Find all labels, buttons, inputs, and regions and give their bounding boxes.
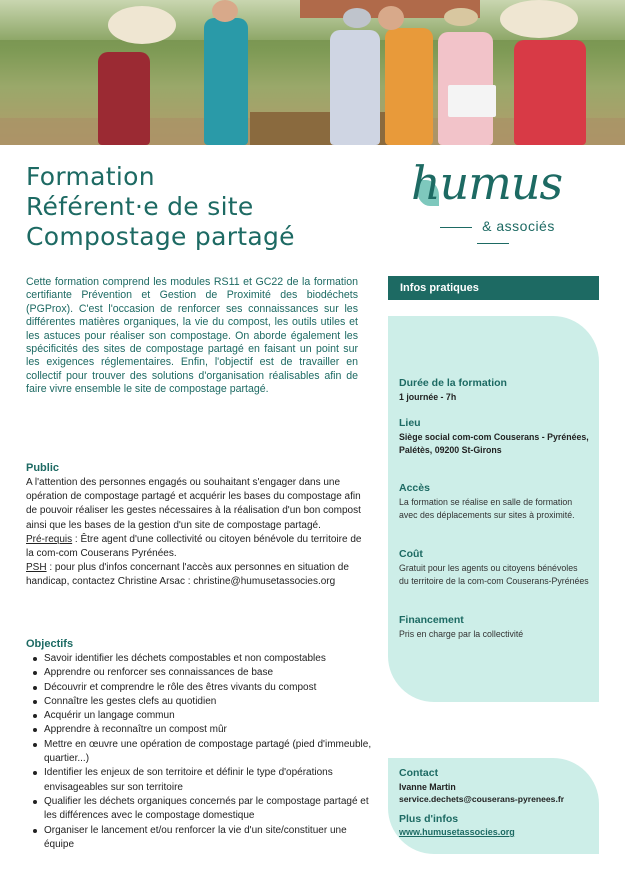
contact-block — [399, 767, 599, 837]
cout-value: Gratuit pour les agents ou citoyens bénévoles du territoire de la com-com Couserans-Pyrénées — [399, 563, 589, 586]
title-line-3: Compostage partagé — [26, 222, 295, 251]
duree-label: Durée de la formation — [399, 377, 507, 389]
lieu-label: Lieu — [399, 417, 421, 429]
list-item: Savoir identifier les déchets compostables et non compostables — [30, 652, 375, 666]
cout-label: Coût — [399, 548, 423, 560]
list-item: Acquérir un langage commun — [30, 709, 375, 723]
hero-photo — [0, 0, 625, 145]
contact-label: Contact — [399, 767, 439, 779]
logo-word: humus — [411, 156, 563, 210]
list-item: Découvrir et comprendre le rôle des êtres vivants du compost — [30, 681, 375, 695]
title-line-2: Référent·e de site — [26, 192, 254, 221]
more-info-label: Plus d'infos — [399, 813, 459, 825]
list-item: Identifier les enjeux de son territoire et définir le type d'opérations envisageables sur son territoire — [30, 766, 375, 795]
list-item: Organiser le lancement et/ou renforcer la vie d'un site/constituer une équipe — [30, 824, 375, 853]
psh-label: PSH — [26, 562, 47, 574]
contact-name: Ivanne Martin — [399, 782, 456, 792]
psh-text: : pour plus d'infos concernant l'accès aux personnes en situation de handicap, contactez Christine Arsac : christine@humusetassocies.org — [26, 562, 349, 588]
financement-label: Financement — [399, 614, 464, 626]
prereq-text: : Être agent d'une collectivité ou citoyen bénévole du territoire de la com-com Couserans Pyrénées. — [26, 533, 362, 560]
title-line-1: Formation — [26, 162, 155, 191]
humus-logo — [405, 152, 580, 242]
acces-value: La formation se réalise en salle de formation avec des déplacements sur sites à proximité. — [399, 497, 575, 520]
objectives-heading: Objectifs — [26, 638, 74, 650]
infos-header: Infos pratiques — [388, 276, 599, 300]
public-text: A l'attention des personnes engagés ou souhaitant s'engager dans une opération de compostage partagé et acquérir les bases du compostage afin de pouvoir réaliser les gestes nécessaires à la réalisation d'un bon compost ainsi que les bases de la gestion d'un site de compostage partagé. — [26, 477, 361, 531]
contact-email[interactable]: service.dechets@couserans-pyrenees.fr — [399, 794, 565, 804]
cout-block — [399, 548, 589, 588]
duree-block — [399, 377, 589, 404]
financement-block — [399, 614, 589, 641]
objectives-list — [30, 652, 375, 852]
acces-label: Accès — [399, 482, 430, 494]
logo-subtitle: & associés — [482, 218, 555, 234]
public-section — [26, 476, 366, 590]
list-item: Mettre en œuvre une opération de compostage partagé (pied d'immeuble, quartier...) — [30, 738, 375, 767]
list-item: Connaître les gestes clefs au quotidien — [30, 695, 375, 709]
acces-block — [399, 482, 589, 522]
list-item: Apprendre ou renforcer ses connaissances de base — [30, 666, 375, 680]
intro-text: Cette formation comprend les modules RS11 et GC22 de la formation certifiante Prévention et Gestion de Proximité des biodéchets (PGProx). C'est l'occasion de renforcer ses connaissances sur les différentes matières organiques, la vie du compost, les outils utiles et les astuces pour réaliser son compostage. On aborde également les spécificités des sites de compostage partagé en faisant un point sur les exigences réglementaires. Enfin, l'objectif est de travailler en collectif pour trouver des solutions d'organisation réalisables afin de faire vivre ensemble le site de compostage partagé. — [26, 276, 358, 396]
lieu-block — [399, 417, 589, 457]
website-link[interactable]: www.humusetassocies.org — [399, 827, 515, 837]
prereq-label: Pré-requis — [26, 533, 73, 545]
duree-value: 1 journée - 7h — [399, 392, 457, 402]
public-heading: Public — [26, 462, 60, 474]
list-item: Qualifier les déchets organiques concernés par le compostage partagé et les différences avec le compostage domestique — [30, 795, 375, 824]
list-item: Apprendre à reconnaître un compost mûr — [30, 723, 375, 737]
page-title — [26, 162, 376, 252]
financement-value: Pris en charge par la collectivité — [399, 629, 524, 639]
lieu-value: Siège social com-com Couserans - Pyrénées, Palétès, 09200 St-Girons — [399, 432, 589, 455]
